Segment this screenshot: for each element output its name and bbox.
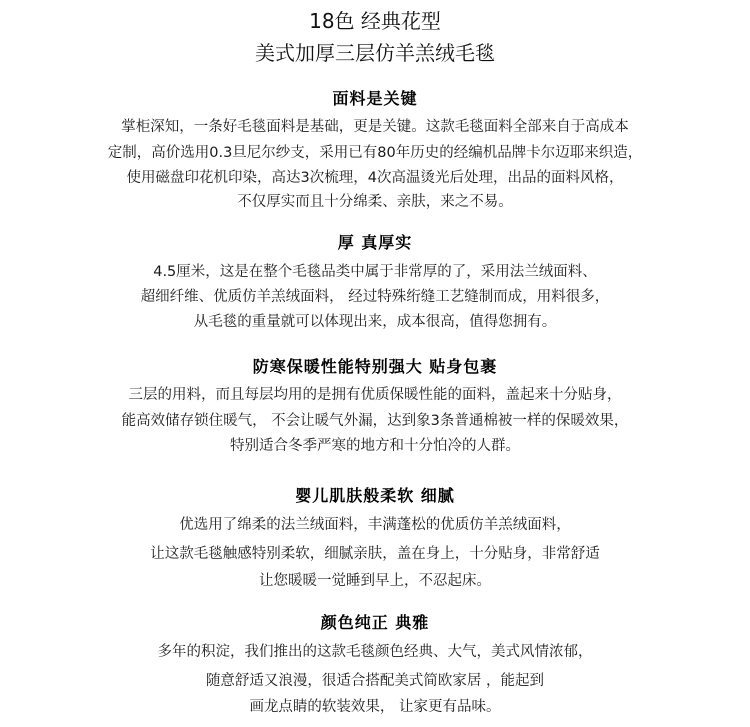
section-thick-line-3: 从毛毯的重量就可以体现出来，成本很高，值得您拥有。 <box>193 314 557 330</box>
title-line-2: 美式加厚三层仿羊羔绒毛毯 <box>255 41 495 65</box>
section-fabric-line-4: 不仅厚实而且十分绵柔、亲肤，来之不易。 <box>237 194 513 210</box>
section-heading-thick: 厚 真厚实 <box>337 233 413 252</box>
section-heading-fabric: 面料是关键 <box>332 89 418 108</box>
section-soft-line-3: 让您暖暖一觉睡到早上，不忍起床。 <box>259 573 491 589</box>
section-warmth-line-3: 特别适合冬季严寒的地方和十分怕冷的人群。 <box>230 438 520 454</box>
section-color-line-3: 画龙点睛的软装效果， 让家更有品味。 <box>249 699 501 715</box>
section-fabric-line-1: 掌柜深知，一条好毛毯面料是基础，更是关键。这款毛毯面料全部来自于高成本 <box>121 119 629 135</box>
section-soft-line-2: 让这款毛毯触感特别柔软，细腻亲肤，盖在身上，十分贴身，非常舒适 <box>150 546 600 562</box>
section-warmth-line-2: 能高效储存锁住暖气， 不会让暖气外漏，达到象3条普通棉被一样的保暖效果， <box>121 413 629 429</box>
section-thick-line-2: 超细纤维、优质仿羊羔绒面料， 经过特殊绗缝工艺缝制而成，用料很多， <box>140 289 610 305</box>
section-color-line-2: 随意舒适又浪漫，很适合搭配美式简欧家居 ，能起到 <box>205 673 545 689</box>
section-heading-color: 颜色纯正 典雅 <box>320 613 430 632</box>
title-line-1: 18色 经典花型 <box>309 9 441 33</box>
section-fabric-line-2: 定制，高价选用0.3旦尼尔纱支，采用已有80年历史的经编机品牌卡尔迈耶来织造， <box>107 145 643 161</box>
section-color-line-1: 多年的积淀，我们推出的这款毛毯颜色经典、大气，美式风情浓郁， <box>157 644 593 660</box>
section-fabric-line-3: 使用磁盘印花机印染，高达3次梳理，4次高温烫光后处理，出品的面料风格， <box>126 170 624 186</box>
section-heading-warmth: 防寒保暖性能特别强大 贴身包裹 <box>252 357 498 376</box>
section-soft-line-1: 优选用了绵柔的法兰绒面料，丰满蓬松的优质仿羊羔绒面料， <box>179 517 571 533</box>
section-heading-soft: 婴儿肌肤般柔软 细腻 <box>295 486 455 505</box>
section-thick-line-1: 4.5厘米，这是在整个毛毯品类中属于非常厚的了，采用法兰绒面料、 <box>153 264 597 280</box>
section-warmth-line-1: 三层的用料，而且每层均用的是拥有优质保暖性能的面料，盖起来十分贴身， <box>128 387 622 403</box>
